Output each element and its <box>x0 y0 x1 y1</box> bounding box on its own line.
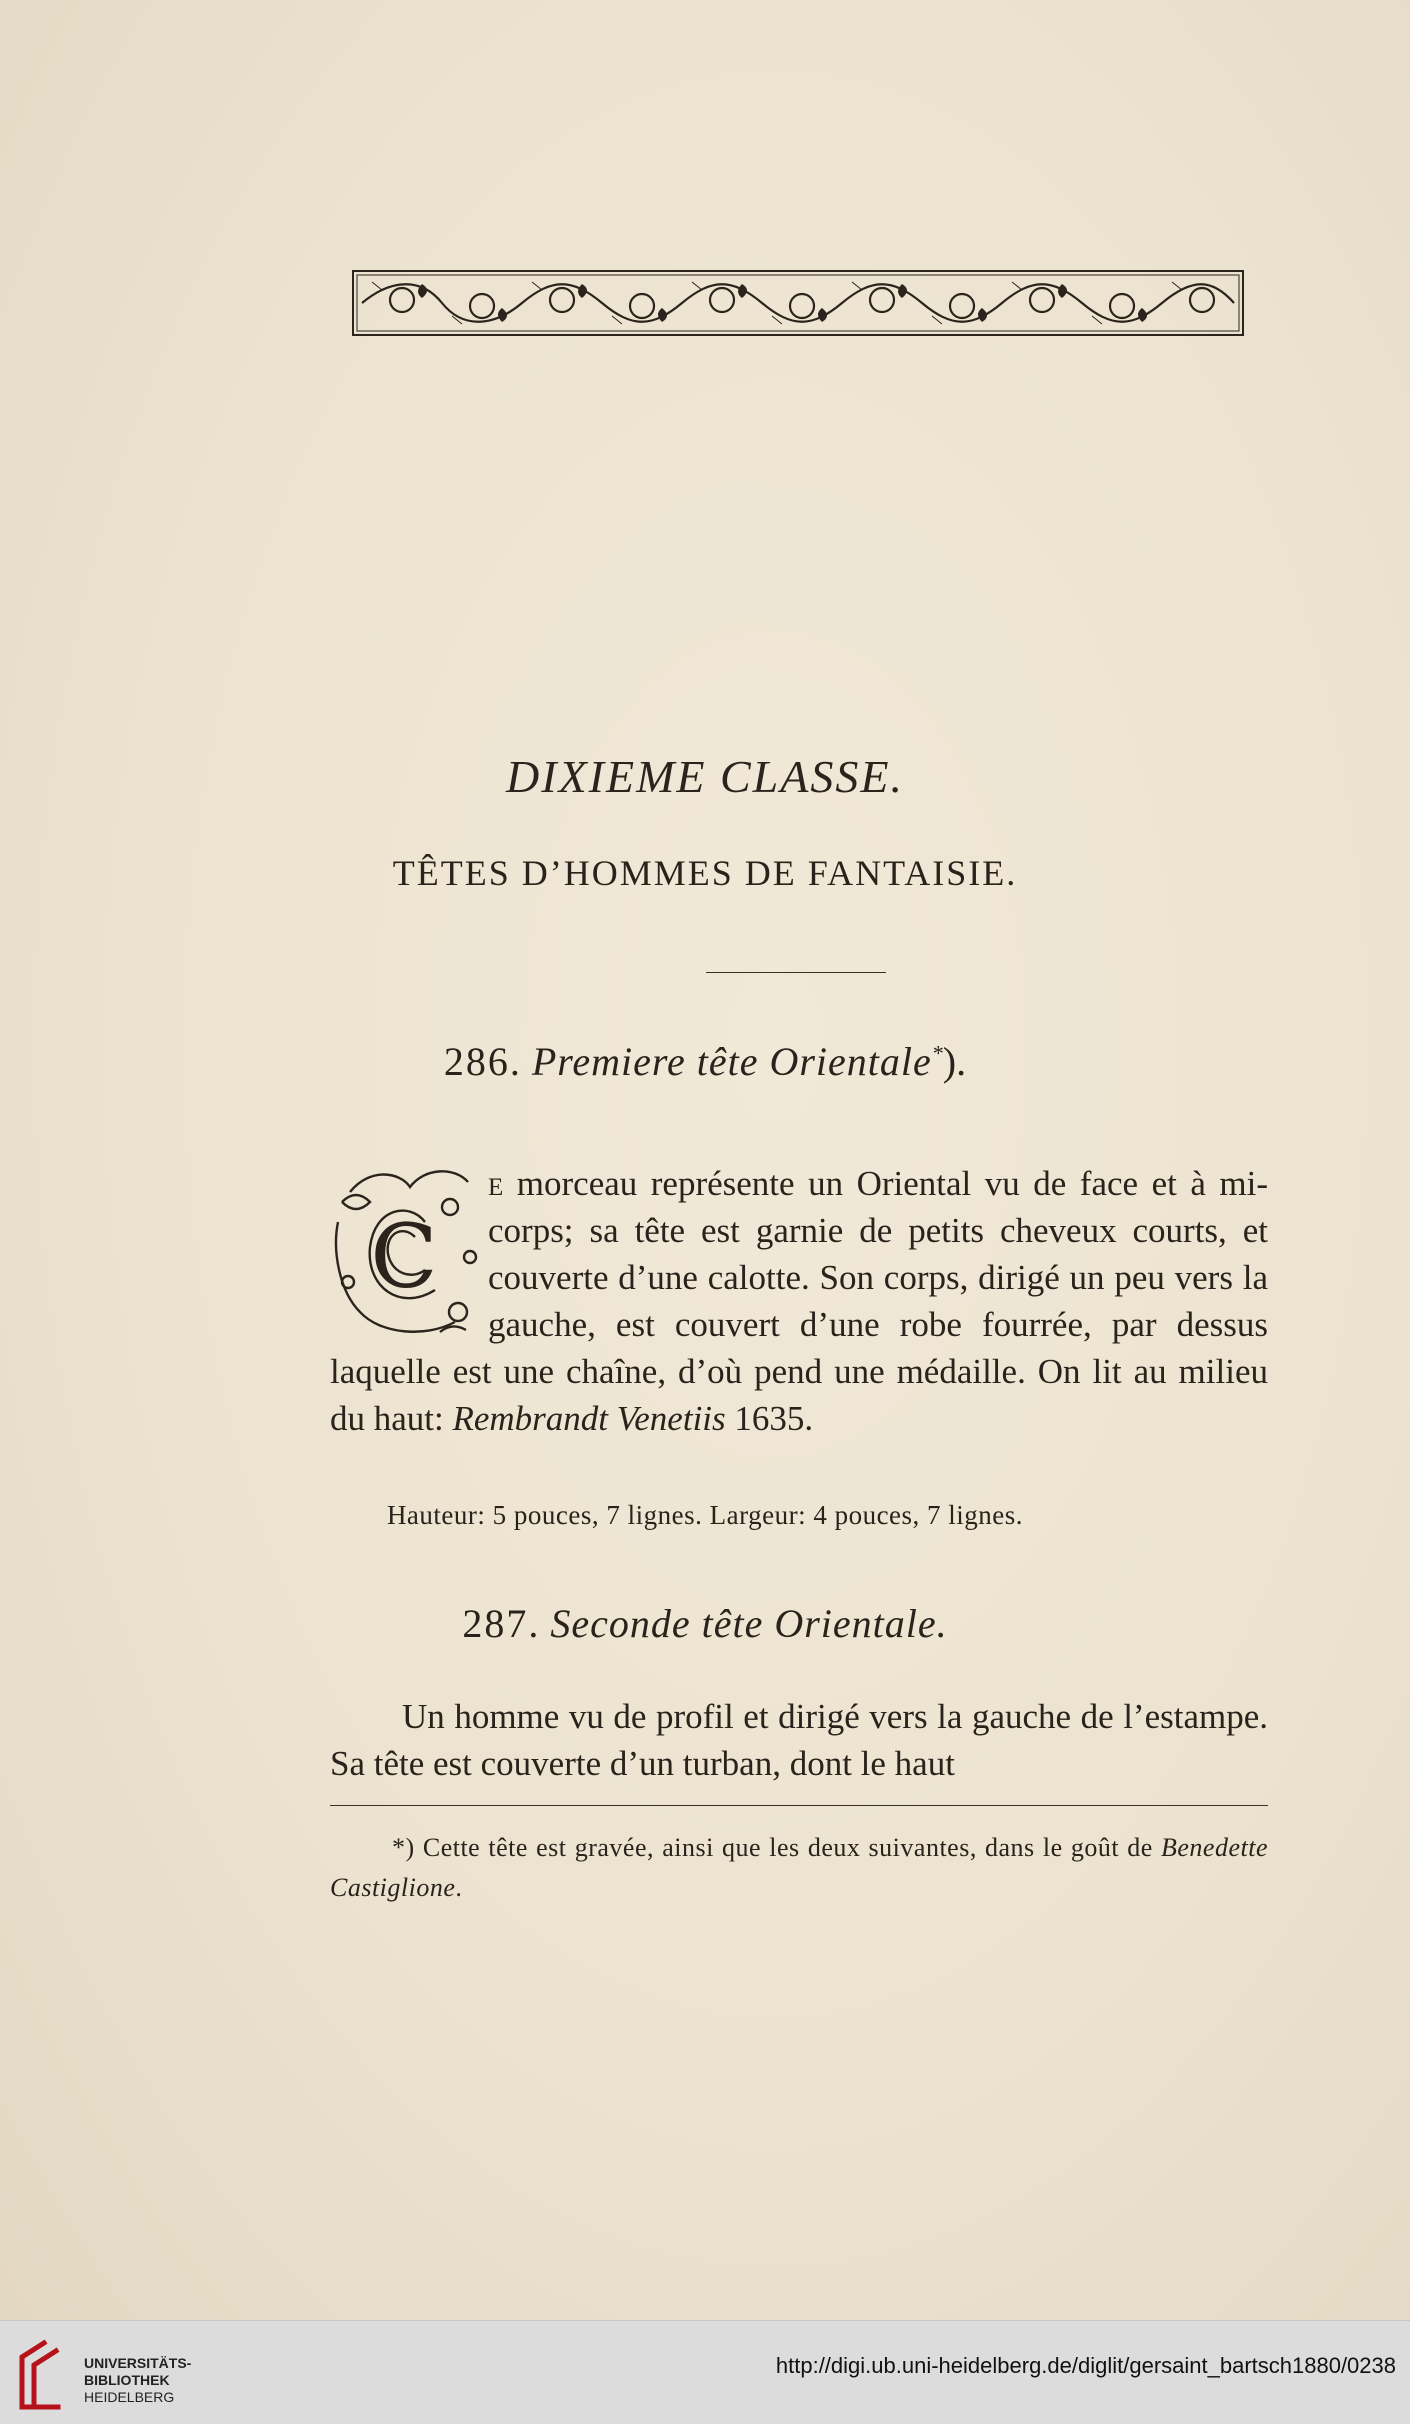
inscription-text: Rembrandt Venetiis <box>452 1399 726 1438</box>
entry-286-description <box>330 1160 1268 1442</box>
entry-286-number: 286. <box>443 1039 522 1084</box>
footnote-mark: * <box>931 1040 943 1066</box>
footnote <box>330 1828 1268 1908</box>
library-logo[interactable] <box>14 2337 192 2413</box>
inscription-year: 1635. <box>725 1399 814 1438</box>
footnote-text: *) Cette tête est gravée, ainsi que les deux suivantes, dans le goût de <box>392 1833 1161 1862</box>
class-title: DIXIEME CLASSE. <box>506 751 904 802</box>
entry-287-heading <box>0 1600 1410 1647</box>
first-word-rest: e <box>488 1164 504 1203</box>
section-divider <box>706 972 886 973</box>
library-logo-icon <box>14 2337 74 2413</box>
entry-286-closing: ). <box>942 1039 967 1084</box>
source-url-link[interactable]: http://digi.ub.uni-heidelberg.de/diglit/gersaint_bartsch1880/0238 <box>775 2353 1396 2378</box>
entry-286-text: morceau représente un Oriental vu de face et à mi-corps; sa tête est garnie de petits cheveux courts, et couverte d’une calotte. Son corps, dirigé un peu vers la gauche, est couvert d’une robe fourrée, par dessus laquelle est une chaîne, d’où pend une médaille. On lit au milieu du haut: <box>330 1164 1268 1438</box>
entry-286-dimensions: Hauteur: 5 pouces, 7 lignes. Largeur: 4 pouces, 7 lignes. <box>386 1500 1024 1530</box>
library-logo-text: UNIVERSITÄTS- BIBLIOTHEK HEIDELBERG <box>84 2355 192 2405</box>
svg-text:C: C <box>370 1205 438 1308</box>
footnote-end: . <box>455 1873 463 1902</box>
entry-287-description: Un homme vu de profil et dirigé vers la gauche de l’estampe. Sa tête est couverte d’un turban, dont le haut <box>330 1697 1268 1783</box>
footnote-artist: Benedette Castiglione <box>330 1833 1268 1902</box>
class-subtitle: TÊTES D’HOMMES DE FANTAISIE. <box>392 853 1018 893</box>
entry-287-title: Seconde tête Orientale. <box>550 1601 948 1646</box>
library-footer <box>0 2320 1410 2424</box>
ornamental-header-band <box>352 270 1244 336</box>
entry-287-number: 287. <box>462 1601 541 1646</box>
footnote-rule <box>330 1805 1268 1806</box>
decorated-initial-c <box>330 1162 478 1344</box>
entry-286-title: Premiere tête Orientale <box>531 1039 932 1084</box>
entry-286-heading <box>0 1038 1410 1085</box>
